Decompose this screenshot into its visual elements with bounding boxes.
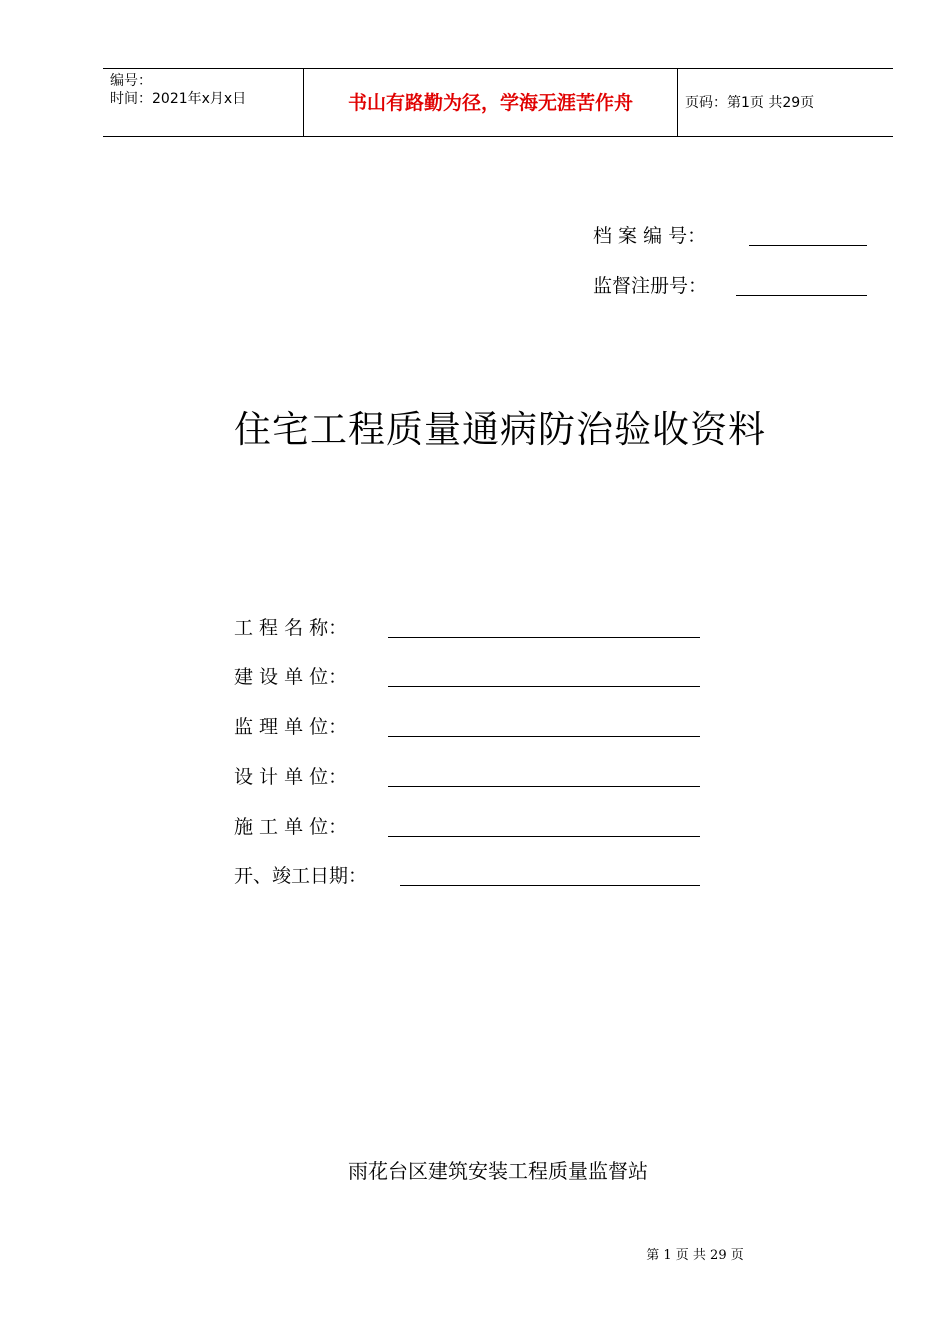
field-contractor-unit-label: 施 工 单 位： <box>234 816 348 838</box>
header-bottom-rule <box>103 136 893 137</box>
header-number-label: 编号： <box>110 73 152 89</box>
field-construction-unit-line <box>388 686 700 687</box>
field-supervision-unit-label: 监 理 单 位： <box>234 716 348 738</box>
page-title: 住宅工程质量通病防治验收资料 <box>234 408 766 451</box>
field-contractor-unit-line <box>388 836 700 837</box>
field-start-completion-date-line <box>400 885 700 886</box>
archive-number-line <box>749 245 867 246</box>
header-page-info: 页码：第1页 共29页 <box>685 95 815 111</box>
field-construction-unit-label: 建 设 单 位： <box>234 666 348 688</box>
field-design-unit-line <box>388 786 700 787</box>
field-project-name-label: 工 程 名 称： <box>234 617 348 639</box>
field-start-completion-date-label: 开、竣工日期： <box>234 865 368 887</box>
page-footer: 第 1 页 共 29 页 <box>646 1248 744 1263</box>
field-project-name-line <box>388 637 700 638</box>
registration-number-label: 监督注册号： <box>593 275 708 297</box>
field-design-unit-label: 设 计 单 位： <box>234 766 348 788</box>
issuing-station: 雨花台区建筑安装工程质量监督站 <box>348 1159 648 1183</box>
header-top-rule <box>103 68 893 69</box>
header-time-label: 时间：2021年x月x日 <box>110 91 247 107</box>
field-supervision-unit-line <box>388 736 700 737</box>
archive-number-label: 档 案 编 号： <box>593 225 707 247</box>
header-divider-right <box>677 68 678 136</box>
header-motto: 书山有路勤为径，学海无涯苦作舟 <box>347 92 633 114</box>
registration-number-line <box>736 295 867 296</box>
